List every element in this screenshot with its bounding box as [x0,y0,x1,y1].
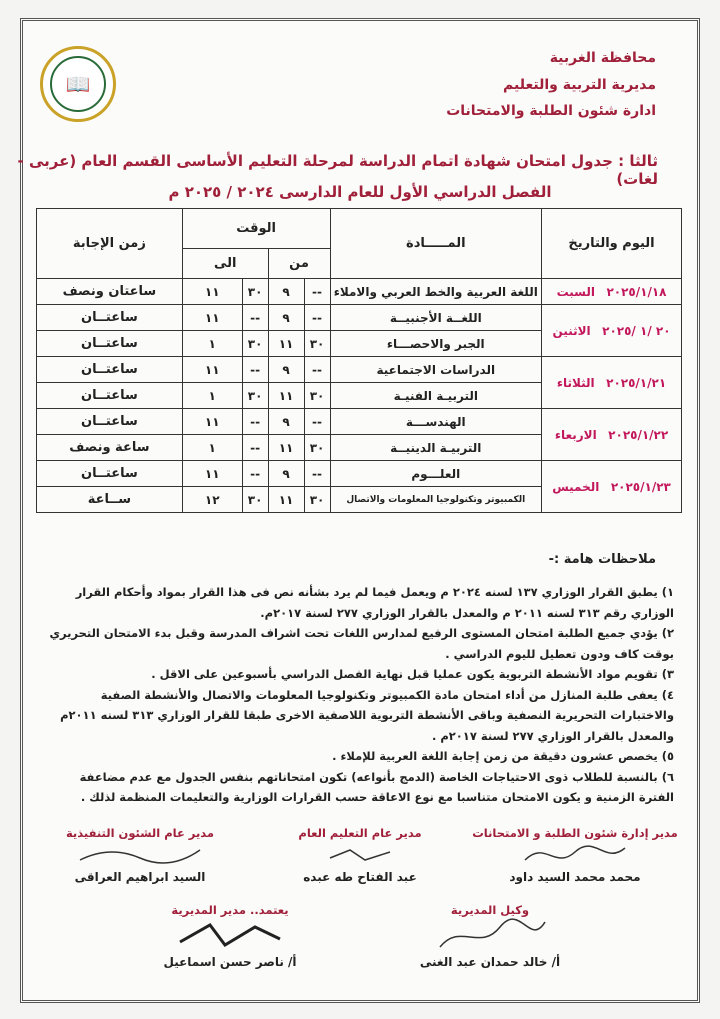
note-item: ٣) تقويم مواد الأنشطة التربوية يكون عمليا قبل نهاية الفصل الدراسي بأسبوعين على الاقل . [151,667,674,681]
page-title: ثالثا : جدول امتحان شهادة اتمام الدراسة لمرحلة التعليم الأساسى القسم العام (عربى - لغات) [17,152,658,188]
to-minute-cell: -- [242,357,268,383]
handwritten-signature [390,917,590,955]
note-item: ٥) يخصص عشرون دقيقة من زمن إجابة اللغة العربية للإملاء . [332,749,674,763]
notes-list [44,582,674,808]
from-minute-cell: -- [304,409,330,435]
note-item: ٤) يعفى طلبة المنازل من أداء امتحان مادة الكمبيوتر وتكنولوجيا المعلومات والاتصال والأنشطة الصفية والاختبارات التحريرية النصفية وباقى الأنشطة التربوية اللاصفية الاخرى طبقا للقرار الوزاري ٣١٣ لسنه ٢٠١١م والمعدل بالقرار الوزاري ٢٧٧ لسنة ٢٠١٧م . [60,687,674,743]
table-row [37,409,682,435]
header-department: ادارة شئون الطلبة والامتحانات [446,103,656,119]
note-item: ٦) بالنسبة للطلاب ذوى الاحتياجات الخاصة (الدمج بأنواعه) تكون امتحاناتهم بنفس الجدول مع عدم مضاعفة الفترة الزمنية و يكون الامتحان متناسبا مع نوع الاعاقة حسب القرارات الوزارية والتعليمات المنظمة لذلك . [79,769,674,804]
to-hour-cell: ١ [182,331,242,357]
header-subject: المـــــادة [330,209,542,279]
from-minute-cell: -- [304,305,330,331]
exam-day: الاثنين [552,323,591,338]
table-row [37,357,682,383]
exam-date: ٢٠٢٥/١/٢٣ [610,479,671,494]
header-time: الوقت [182,209,330,249]
duration-cell: ساعة ونصف [37,435,183,461]
exam-date: ٢٠٢٥/١/١٨ [606,284,667,299]
duration-cell: ساعتــان [37,305,183,331]
to-minute-cell: ٣٠ [242,279,268,305]
subject-cell: اللغــة الأجنبيــة [330,305,542,331]
header-day-date: اليوم والتاريخ [542,209,682,279]
to-hour-cell: ١١ [182,357,242,383]
signature-title: مدير إدارة شئون الطلبة و الامتحانات [472,826,678,840]
header-from: من [268,249,330,279]
exam-day: الخميس [552,479,600,494]
subject-cell: الدراسات الاجتماعية [330,357,542,383]
day-date-cell [542,279,682,305]
header-directorate: مديرية التربية والتعليم [503,77,656,93]
signature-name: أ/ ناصر حسن اسماعيل [163,955,297,969]
duration-cell: ساعتــان [37,357,183,383]
exam-schedule-table [36,208,682,513]
page-subtitle: الفصل الدراسي الأول للعام الدارسى ٢٠٢٤ / ٢٠٢٥ م [168,183,552,201]
note-item: ١) يطبق القرار الوزاري ١٣٧ لسنه ٢٠٢٤ م ويعمل فيما لم يرد بشأنه نص فى هذا القرار بمواد وأحكام القرار الوزاري رقم ٣١٣ لسنه ٢٠١١ م والمعدل بالقرار الوزاري ٢٧٧ لسنة ٢٠١٧م. [75,585,674,620]
signature-title: وكيل المديرية [450,903,530,917]
from-hour-cell: ٩ [268,357,304,383]
duration-cell: ساعتــان [37,461,183,487]
subject-cell: التربيـة الفنيـة [330,383,542,409]
signature-block-deputy [390,903,590,969]
duration-cell: ســاعة [37,487,183,513]
subject-cell: العلـــوم [330,461,542,487]
to-hour-cell: ١ [182,383,242,409]
from-hour-cell: ٩ [268,279,304,305]
to-minute-cell: -- [242,409,268,435]
signature-title: يعتمد.. مدير المديرية [171,903,289,917]
subject-cell: التربيـة الدينيــة [330,435,542,461]
duration-cell: ساعتان ونصف [37,279,183,305]
table-row [37,461,682,487]
subject-cell: الهندســـة [330,409,542,435]
from-minute-cell: ٣٠ [304,487,330,513]
note-item: ٢) يؤدي جميع الطلبة امتحان المستوى الرفيع لمدارس اللغات تحت اشراف المدرسة وقبل بدء الامتحان التحريري بوقت كاف ودون تعطيل لليوم الدراسي . [49,626,674,661]
handwritten-signature [130,917,330,955]
from-minute-cell: -- [304,357,330,383]
signature-title: مدير عام التعليم العام [298,826,422,840]
signature-name: عبد الفتاح طه عبده [303,870,417,884]
table-row [37,305,682,331]
to-minute-cell: -- [242,435,268,461]
from-hour-cell: ١١ [268,383,304,409]
duration-cell: ساعتــان [37,331,183,357]
handwritten-signature [40,840,240,870]
handwritten-signature [265,840,455,870]
day-date-cell [542,357,682,409]
subject-cell: الجبر والاحصـــاء [330,331,542,357]
table-row [37,279,682,305]
day-date-cell [542,409,682,461]
from-hour-cell: ٩ [268,305,304,331]
signature-block-general-education [265,826,455,884]
from-hour-cell: ١١ [268,435,304,461]
from-minute-cell: -- [304,279,330,305]
directorate-seal-logo [40,46,116,122]
from-hour-cell: ١١ [268,487,304,513]
header-to: الى [182,249,268,279]
subject-cell: الكمبيوتر وتكنولوجيا المعلومات والاتصال [330,487,542,513]
from-hour-cell: ٩ [268,409,304,435]
signature-title: مدير عام الشئون التنفيذية [65,826,215,840]
signature-name: السيد ابراهيم العراقى [74,870,206,884]
to-minute-cell: ٣٠ [242,331,268,357]
to-hour-cell: ١١ [182,279,242,305]
notes-title: ملاحظات هامة :- [548,552,656,567]
exam-day: الثلاثاء [556,375,595,390]
header-governorate: محافظة الغربية [549,50,656,66]
to-hour-cell: ١١ [182,305,242,331]
subject-cell: اللغة العربية والخط العربي والاملاء [330,279,542,305]
from-minute-cell: ٣٠ [304,383,330,409]
from-minute-cell: -- [304,461,330,487]
header-duration: زمن الإجابة [37,209,183,279]
from-hour-cell: ٩ [268,461,304,487]
signature-block-executive-affairs [40,826,240,884]
to-minute-cell: ٣٠ [242,487,268,513]
from-hour-cell: ١١ [268,331,304,357]
to-hour-cell: ١١ [182,461,242,487]
to-hour-cell: ١٢ [182,487,242,513]
to-minute-cell: -- [242,305,268,331]
exam-date: ٢٠٢٥/١/٢٢ [608,427,669,442]
to-minute-cell: ٣٠ [242,383,268,409]
signature-block-students-affairs [470,826,680,884]
to-hour-cell: ١١ [182,409,242,435]
from-minute-cell: ٣٠ [304,331,330,357]
to-minute-cell: -- [242,461,268,487]
exam-date: ٢٠٢٥/١/٢١ [606,375,667,390]
duration-cell: ساعتــان [37,383,183,409]
signature-block-director [130,903,330,969]
signature-name: أ/ خالد حمدان عبد الغنى [419,955,561,969]
duration-cell: ساعتــان [37,409,183,435]
from-minute-cell: ٣٠ [304,435,330,461]
exam-date: ٢٠ /١ /٢٠٢٥ [602,323,671,338]
day-date-cell [542,305,682,357]
book-icon: 📖 [50,56,106,112]
exam-day: الاربعاء [554,427,597,442]
to-hour-cell: ١ [182,435,242,461]
handwritten-signature [470,840,680,870]
signature-name: محمد محمد السيد داود [509,870,641,884]
day-date-cell [542,461,682,513]
exam-day: السبت [556,284,595,299]
